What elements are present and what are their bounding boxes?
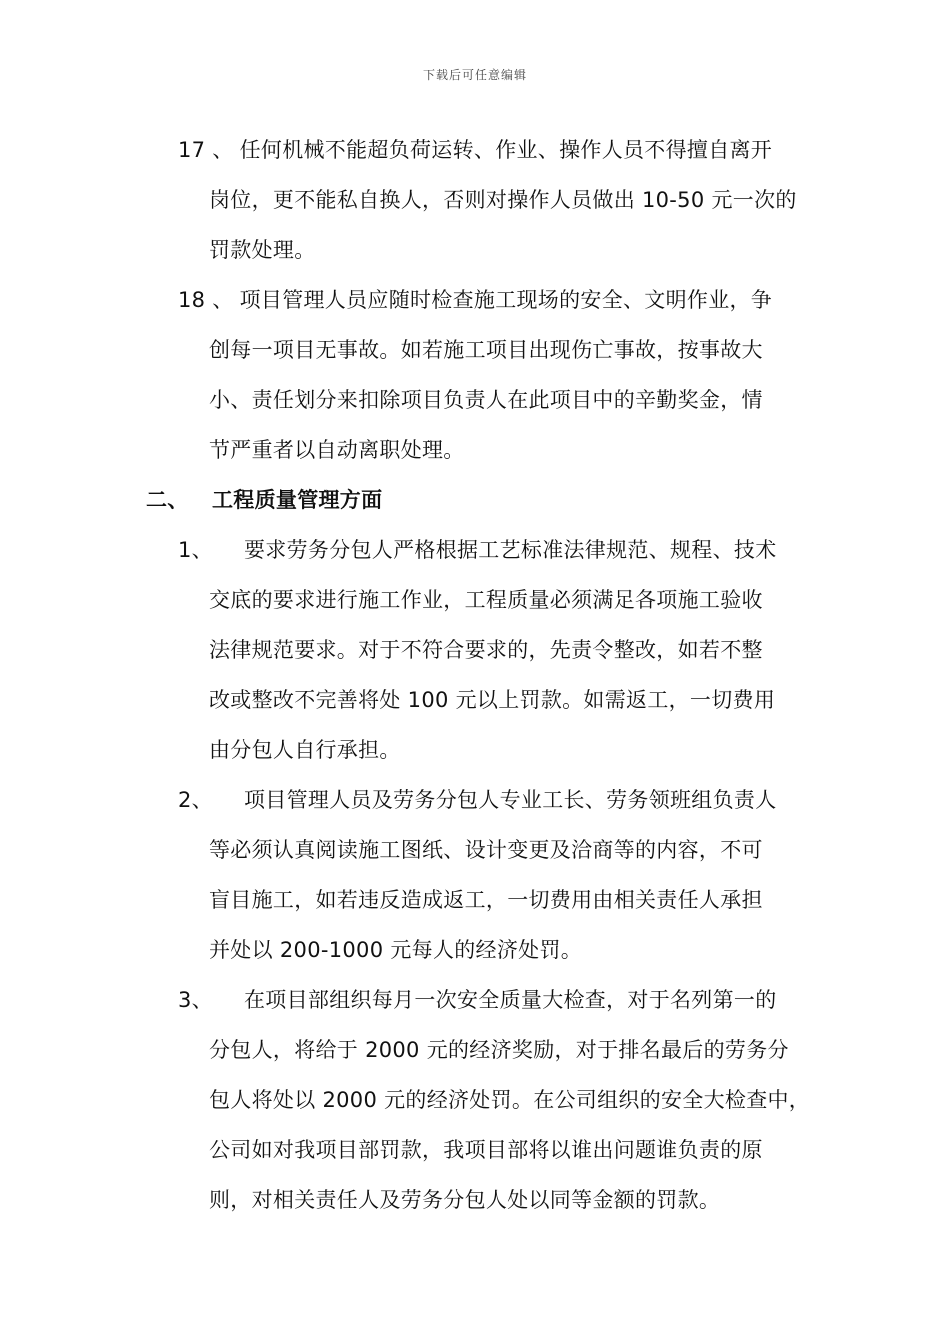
item-text: 包人将处以 2000 元的经济处罚。在公司组织的安全大检查中， (209, 1088, 811, 1112)
item-number: 18 、 (178, 288, 234, 312)
item-text: 项目管理人员应随时检查施工现场的安全、文明作业，争 (239, 288, 773, 312)
item-text: 创每一项目无事故。如若施工项目出现伤亡事故，按事故大 (209, 338, 763, 362)
item-text: 岗位，更不能私自换人，否则对操作人员做出 10-50 元一次的 (209, 188, 797, 212)
list-item-line (178, 135, 772, 165)
section-number: 二、 (146, 488, 189, 512)
item-number: 17 、 (178, 138, 234, 162)
page-header: 下载后可任意编辑 (422, 68, 527, 82)
item-text: 等必须认真阅读施工图纸、设计变更及洽商等的内容，不可 (209, 838, 763, 862)
section-title: 工程质量管理方面 (212, 488, 383, 512)
item-text: 盲目施工，如若违反造成返工，一切费用由相关责任人承担 (209, 888, 763, 912)
list-item-line (178, 285, 772, 315)
item-text: 罚款处理。 (209, 238, 316, 262)
item-text: 小、责任划分来扣除项目负责人在此项目中的辛勤奖金，情 (209, 388, 763, 412)
item-number: 1、 (178, 538, 213, 562)
item-text: 节严重者以自动离职处理。 (209, 438, 465, 462)
item-text: 任何机械不能超负荷运转、作业、操作人员不得擅自离开 (239, 138, 773, 162)
item-text: 要求劳务分包人严格根据工艺标准法律规范、规程、技术 (244, 538, 777, 562)
item-number: 3、 (178, 988, 213, 1012)
item-text: 交底的要求进行施工作业，工程质量必须满足各项施工验收 (209, 588, 763, 612)
item-text: 改或整改不完善将处 100 元以上罚款。如需返工，一切费用 (209, 688, 776, 712)
item-text: 分包人，将给于 2000 元的经济奖励，对于排名最后的劳务分 (209, 1038, 789, 1062)
item-text: 并处以 200-1000 元每人的经济处罚。 (209, 938, 583, 962)
item-text: 项目管理人员及劳务分包人专业工长、劳务领班组负责人 (244, 788, 777, 812)
item-text: 公司如对我项目部罚款，我项目部将以谁出问题谁负责的原 (209, 1138, 763, 1162)
item-text: 法律规范要求。对于不符合要求的，先责令整改，如若不整 (209, 638, 763, 662)
item-number: 2、 (178, 788, 213, 812)
item-text: 则，对相关责任人及劳务分包人处以同等金额的罚款。 (209, 1188, 721, 1212)
item-text: 由分包人自行承担。 (209, 738, 401, 762)
item-text: 在项目部组织每月一次安全质量大检查，对于名列第一的 (244, 988, 777, 1012)
